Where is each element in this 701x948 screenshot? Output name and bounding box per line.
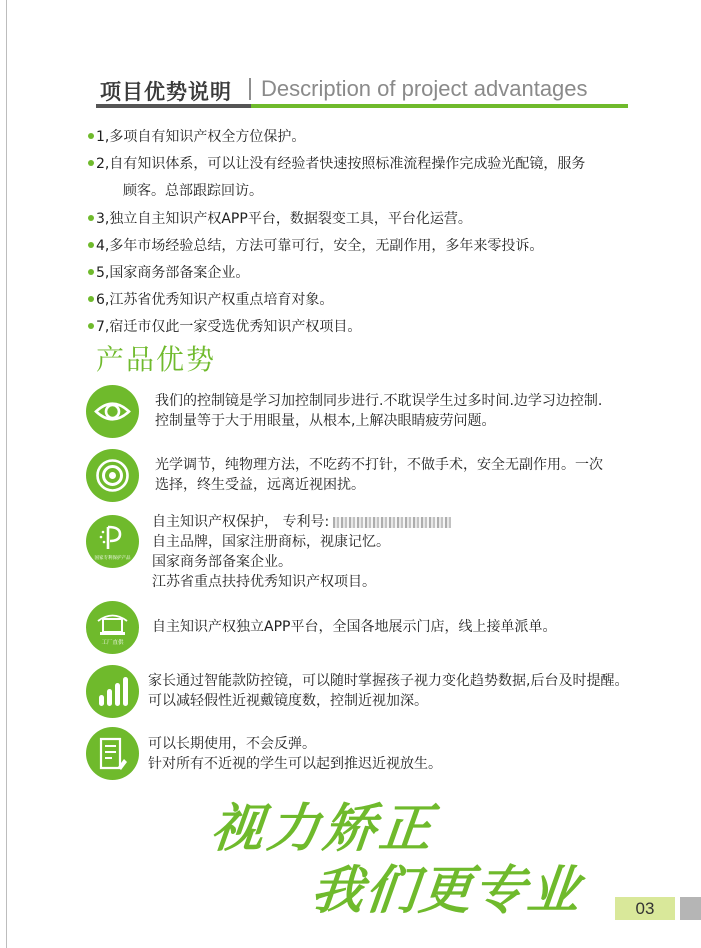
advantage-item: 3,独立自主知识产权APP平台，数据裂变工具，平台化运营。: [88, 208, 472, 228]
bullet-dot-icon: [88, 215, 94, 221]
factory-icon-caption: 工厂直供: [101, 640, 124, 646]
bullet-dot-icon: [88, 160, 94, 166]
page-number: 03: [635, 899, 655, 918]
bullet-dot-icon: [88, 323, 94, 329]
advantage-item: 4,多年市场经验总结，方法可靠可行，安全，无副作用，多年来零投诉。: [88, 235, 543, 255]
feature-text: 可以长期使用，不会反弹。 针对所有不近视的学生可以起到推迟近视放生。: [148, 736, 442, 772]
title-underline-dark: [96, 104, 251, 108]
slogan-vision-correction: 视力矫正: [208, 799, 439, 859]
feature-text: 我们的控制镜是学习加控制同步进行.不耽误学生过多时间.边学习边控制. 控制量等于大于用眼量，从根本,上解决眼睛疲劳问题。: [155, 393, 603, 429]
patent-icon: [86, 515, 139, 568]
product-advantages-title: 产品优势: [96, 343, 217, 376]
advantage-item: 5,国家商务部备案企业。: [88, 262, 249, 282]
advantage-item: 6,江苏省优秀知识产权重点培育对象。: [88, 289, 333, 309]
bullet-dot-icon: [88, 133, 94, 139]
feature-text: 自主知识产权独立APP平台，全国各地展示门店，线上接单派单。: [152, 619, 557, 635]
page-edge-line: [6, 0, 7, 948]
patent-icon-caption: 国家专利保护产品: [94, 556, 131, 561]
page-number-tab: [680, 897, 701, 920]
advantage-item-continuation: 顾客。总部跟踪回访。: [123, 183, 263, 199]
feature-text: 光学调节，纯物理方法，不吃药不打针，不做手术，安全无副作用。一次 选择，终生受益，远离近视困扰。: [155, 457, 603, 493]
chart-icon: [86, 665, 139, 718]
document-icon: [86, 727, 139, 780]
title-separator: [249, 78, 251, 100]
feature-text: 自主知识产权保护， 专利号: 自主品牌，国家注册商标，视康记忆。 国家商务部备案企业。 江苏省重点扶持优秀知识产权项目。: [152, 512, 451, 592]
bullet-dot-icon: [88, 269, 94, 275]
section-title-zh: 项目优势说明: [100, 80, 232, 104]
advantage-item: 2,自有知识体系，可以让没有经验者快速按照标准流程操作完成验光配镜，服务: [88, 153, 585, 173]
advantage-item: 1,多项自有知识产权全方位保护。: [88, 126, 305, 146]
lens-icon: [86, 449, 139, 502]
bullet-dot-icon: [88, 296, 94, 302]
section-title-en: Description of project advantages: [261, 76, 588, 101]
advantage-item: 7,宿迁市仅此一家受选优秀知识产权项目。: [88, 316, 361, 336]
slogan-more-professional: 我们更专业: [308, 861, 585, 921]
bullet-dot-icon: [88, 242, 94, 248]
patent-label: 自主知识产权保护， 专利号:: [152, 514, 330, 530]
title-underline-green: [251, 104, 628, 108]
factory-icon: [86, 601, 139, 654]
patent-number-obscured: [333, 517, 451, 528]
eye-icon: [86, 385, 139, 438]
feature-text: 家长通过智能款防控镜，可以随时掌握孩子视力变化趋势数据,后台及时提醒。 可以减轻假性近视戴镜度数，控制近视加深。: [148, 673, 629, 709]
